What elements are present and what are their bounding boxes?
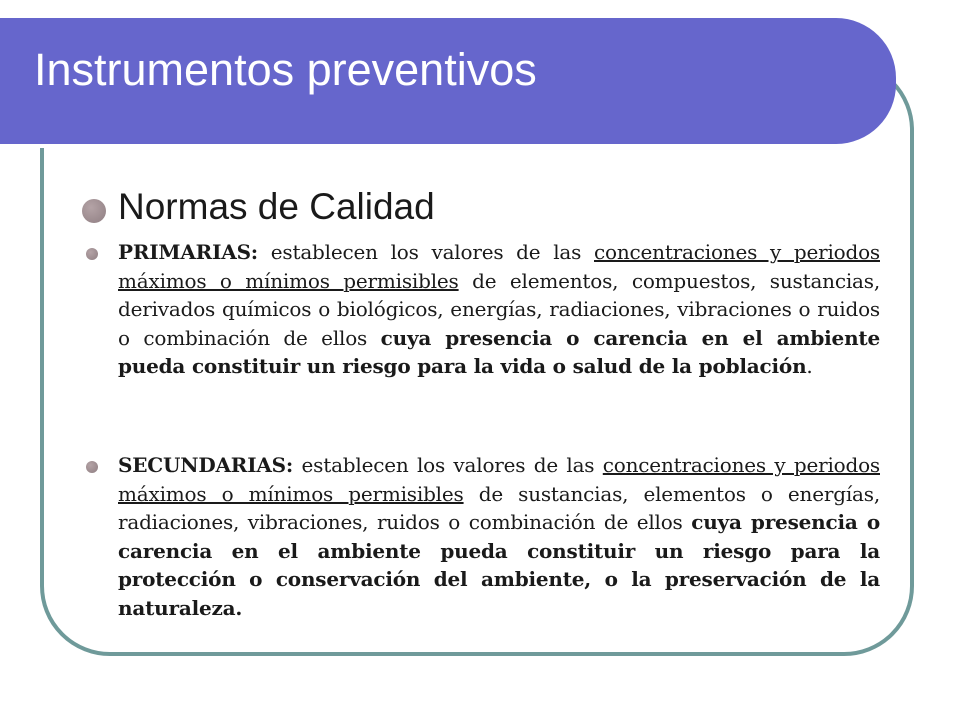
primarias-underlined: concentraciones y periodos máximos o mínimos permisibles [118, 240, 880, 293]
secundarias-text-2: de sustancias, elementos o energías, radiaciones, vibraciones, ruidos o combinación de ellos [118, 481, 880, 534]
primarias-period: . [806, 354, 813, 378]
slide-title: Instrumentos preventivos [34, 44, 537, 95]
secundarias-text-1: establecen los valores de las [301, 453, 595, 477]
secundarias-underlined: concentraciones y periodos máximos o mínimos permisibles [118, 453, 880, 506]
primarias-paragraph [118, 238, 880, 381]
bullet-icon [86, 461, 98, 473]
title-underline [0, 144, 848, 148]
primarias-text-2: de elementos, compuestos, sustancias, derivados químicos o biológicos, energías, radiaciones, vibraciones o ruidos o combinación de ellos [118, 268, 880, 350]
primarias-label: PRIMARIAS: [118, 240, 258, 264]
primarias-bold-end: cuya presencia o carencia en el ambiente pueda constituir un riesgo para la vida o salud de la población [118, 325, 880, 378]
bullet-icon [82, 199, 106, 223]
section-heading: Normas de Calidad [118, 186, 435, 227]
secundarias-bold-end: cuya presencia o carencia en el ambiente pueda constituir un riesgo para la protección o conservación del ambiente, o la preservación de la naturaleza. [118, 510, 880, 620]
secundarias-paragraph [118, 451, 880, 622]
primarias-text-1: establecen los valores de las [270, 240, 582, 264]
secundarias-label: SECUNDARIAS: [118, 453, 294, 477]
bullet-icon [86, 248, 98, 260]
